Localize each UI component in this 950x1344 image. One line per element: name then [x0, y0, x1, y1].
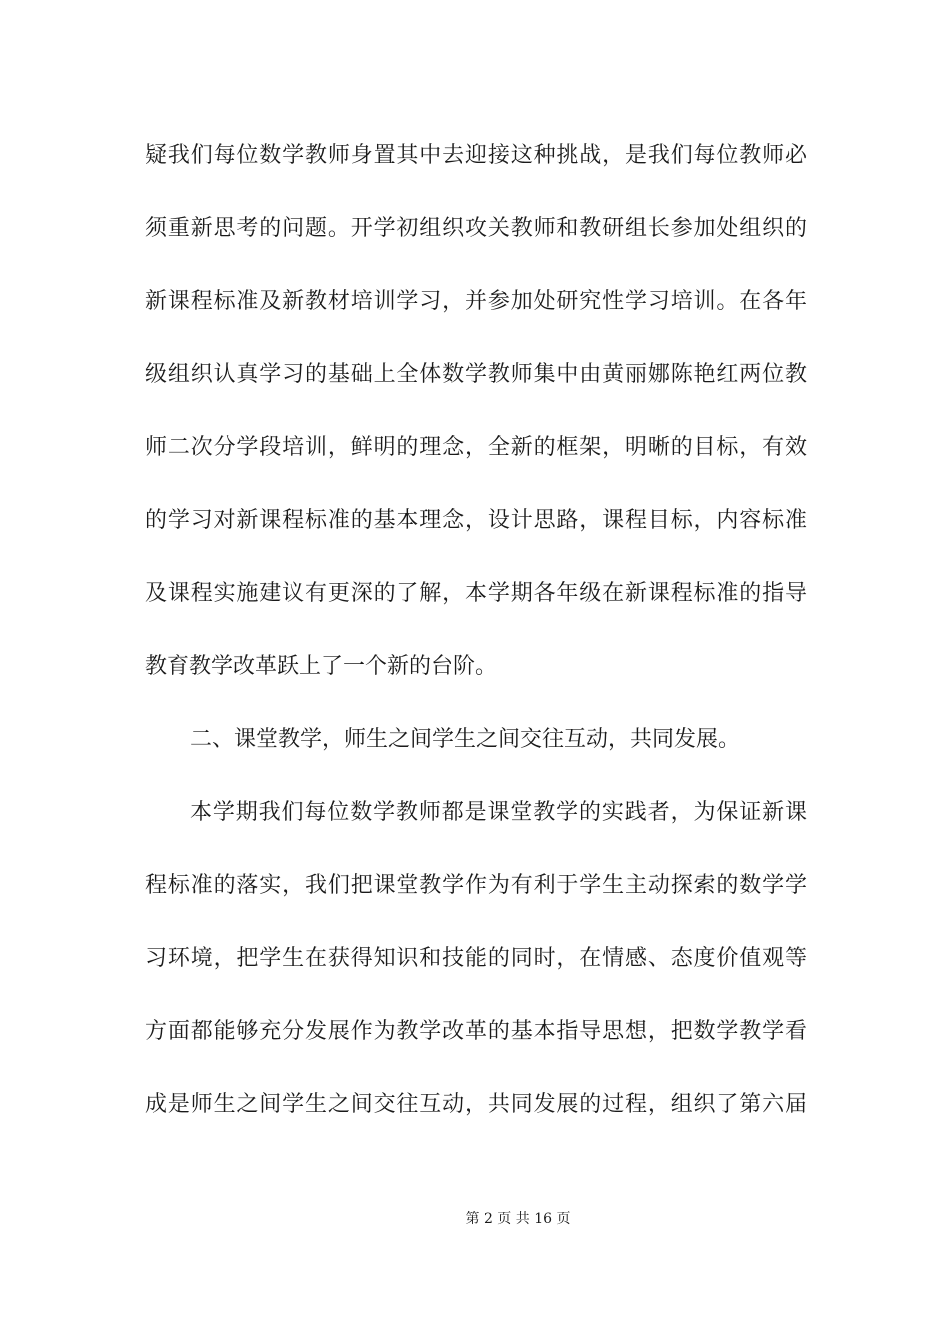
text-line: 及课程实施建议有更深的了解，本学期各年级在新课程标准的指导 — [145, 581, 807, 606]
text-line: 本学期我们每位数学教师都是课堂教学的实践者，为保证新课 — [190, 800, 807, 825]
text-line: 师二次分学段培训，鲜明的理念，全新的框架，明晰的目标，有效 — [145, 435, 807, 460]
text-line: 教育教学改革跃上了一个新的台阶。 — [145, 654, 498, 679]
section-heading: 二、课堂教学，师生之间学生之间交往互动，共同发展。 — [190, 727, 741, 752]
text-line: 须重新思考的问题。开学初组织攻关教师和教研组长参加处组织的 — [145, 216, 807, 241]
text-line: 程标准的落实，我们把课堂教学作为有利于学生主动探索的数学学 — [145, 873, 807, 898]
text-line: 疑我们每位数学教师身置其中去迎接这种挑战，是我们每位教师必 — [145, 143, 807, 168]
text-line: 级组织认真学习的基础上全体数学教师集中由黄丽娜陈艳红两位教 — [145, 362, 807, 387]
page-footer — [0, 1208, 950, 1228]
text-line: 的学习对新课程标准的基本理念，设计思路，课程目标，内容标准 — [145, 508, 807, 533]
text-line: 成是师生之间学生之间交往互动，共同发展的过程，组织了第六届 — [145, 1092, 807, 1117]
page-number: 第 2 页 共 16 页 — [465, 1211, 571, 1227]
text-line: 习环境，把学生在获得知识和技能的同时，在情感、态度价值观等 — [145, 946, 807, 971]
text-line: 新课程标准及新教材培训学习，并参加处研究性学习培训。在各年 — [145, 289, 807, 314]
text-line: 方面都能够充分发展作为教学改革的基本指导思想，把数学教学看 — [145, 1019, 807, 1044]
